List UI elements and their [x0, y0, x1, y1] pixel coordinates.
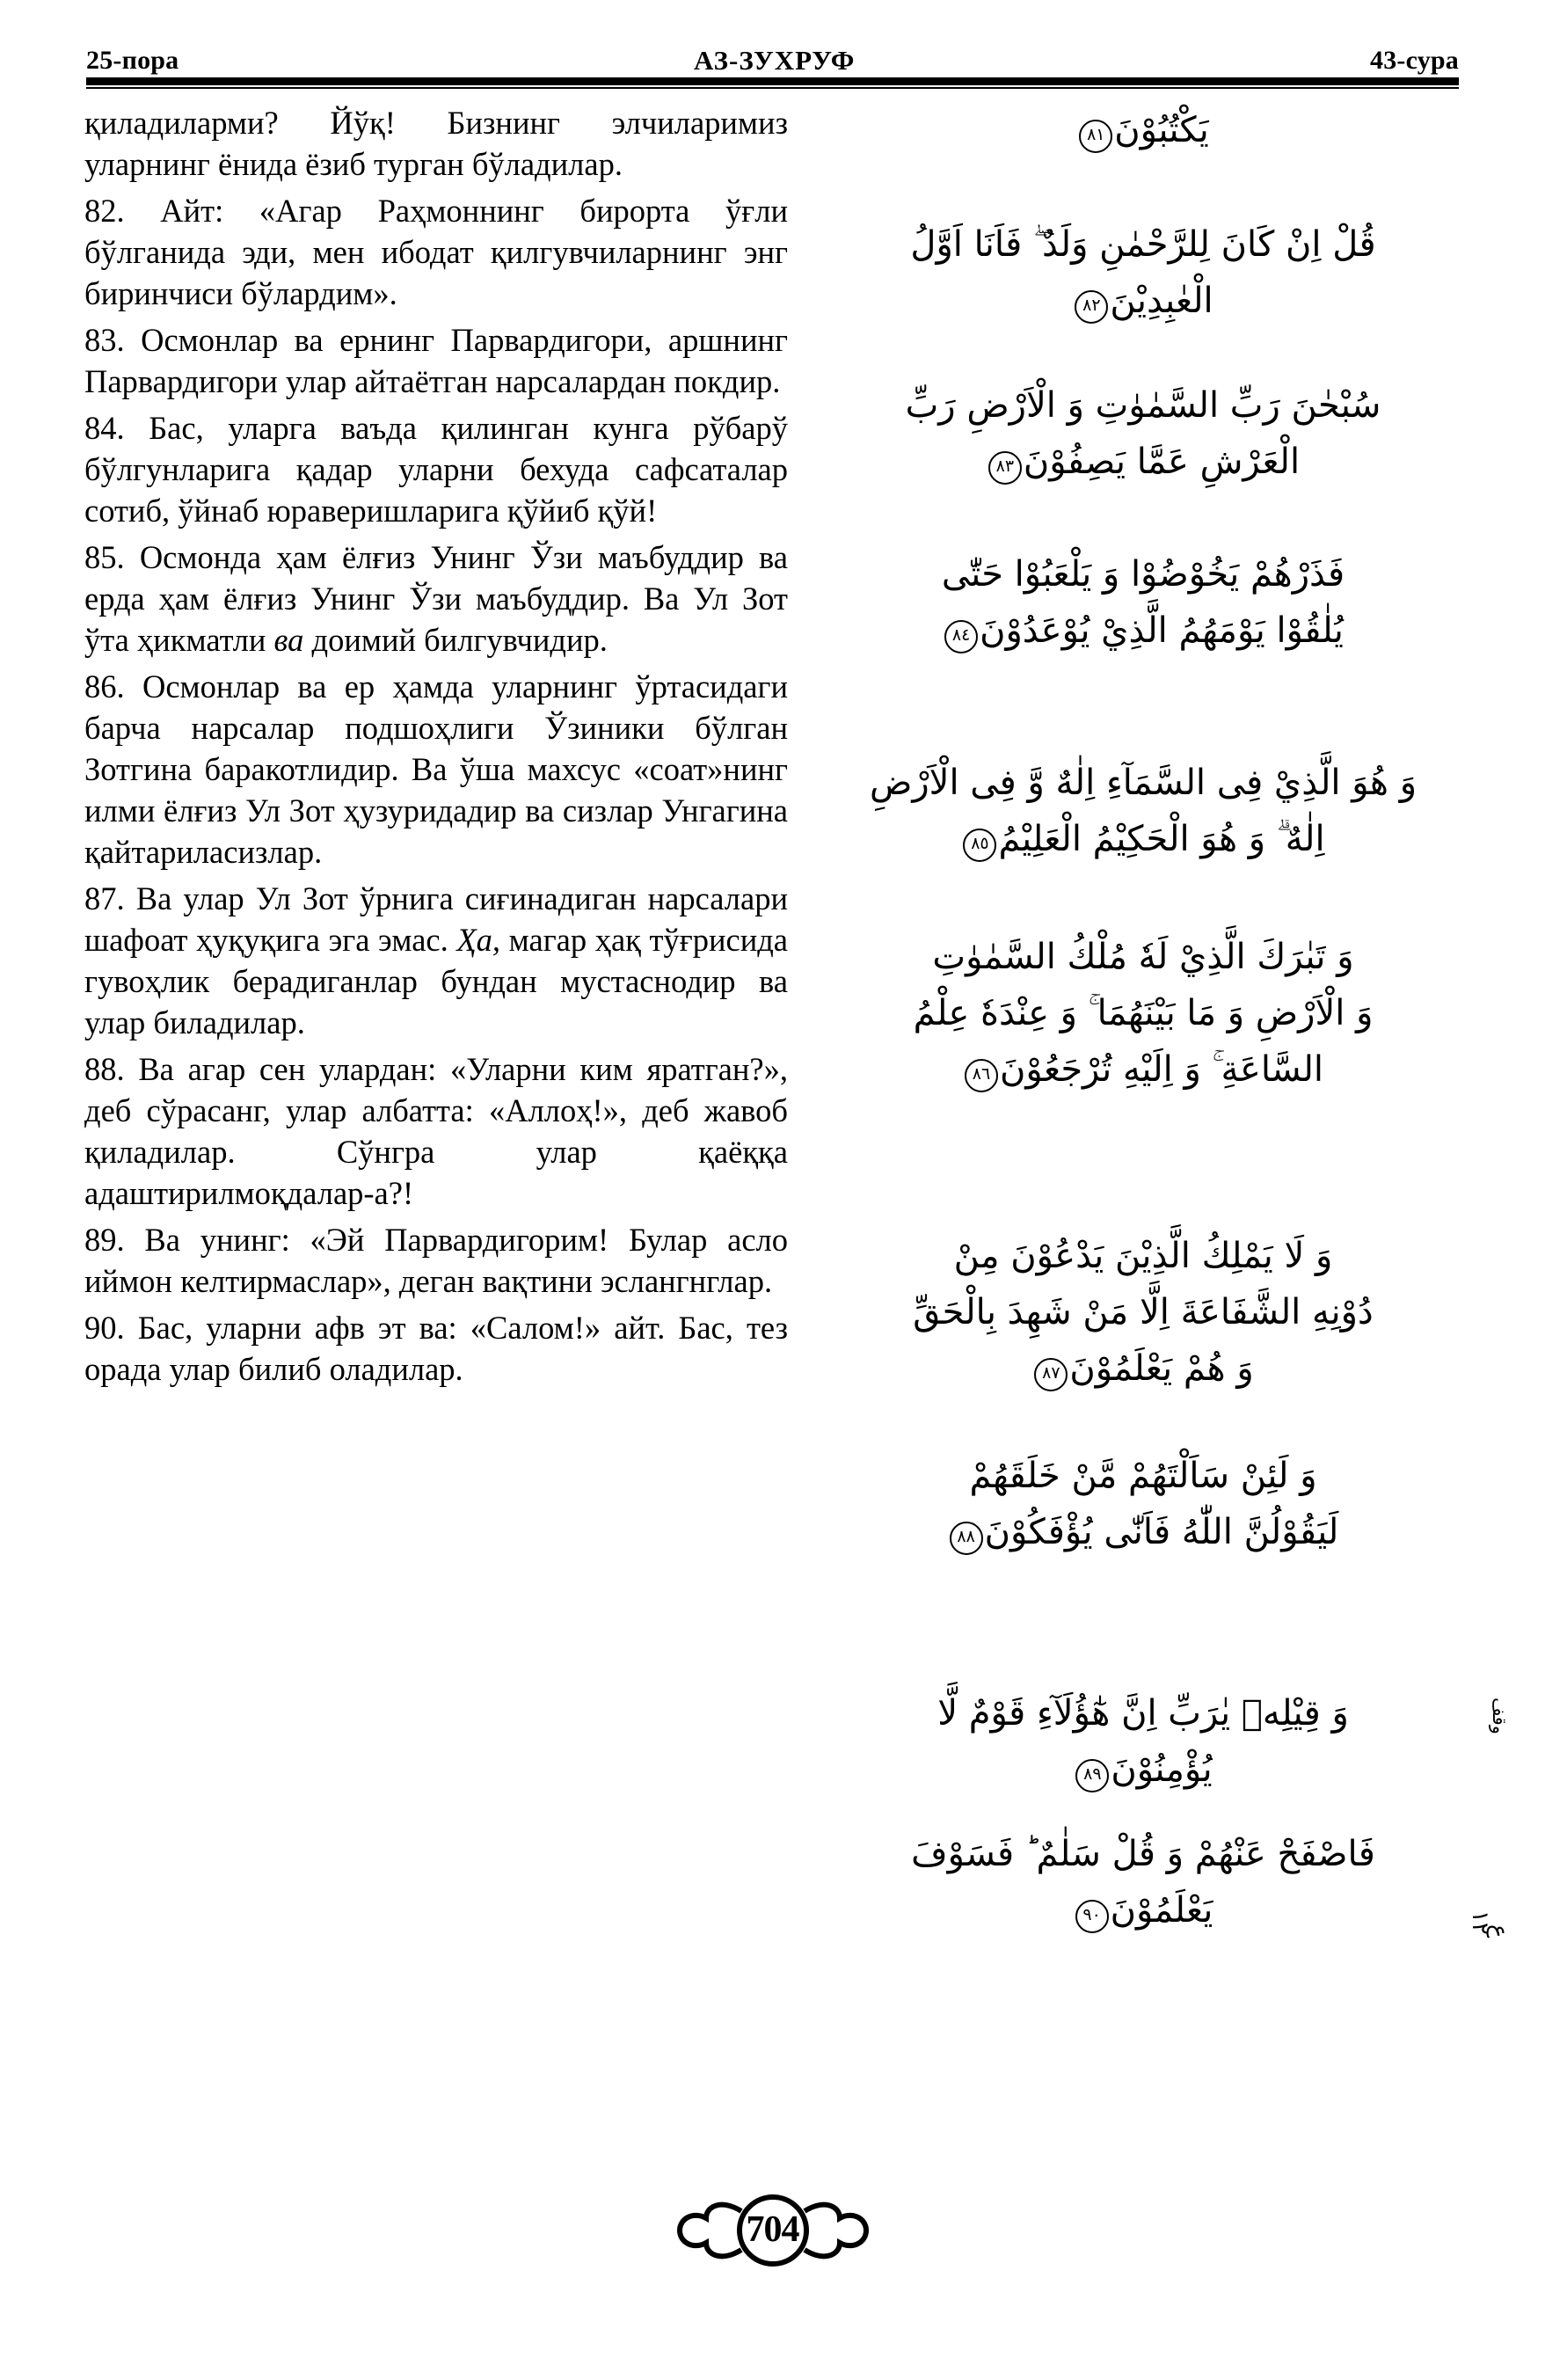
arabic-text: يُلٰقُوْا يَوْمَهُمُ الَّذِيْ يُوْعَدُوْنَ — [980, 610, 1344, 651]
arabic-line: وَ تَبٰرَكَ الَّذِيْ لَهٗ مُلْكُ السَّمٰوٰتِ — [932, 937, 1354, 977]
arabic-text: وَ هُمْ يَعْلَمُوْنَ — [1069, 1348, 1254, 1389]
arabic-line — [818, 434, 1468, 490]
arabic-line — [818, 102, 1468, 158]
arabic-line: وَ هُوَ الَّذِيْ فِى السَّمَآءِ اِلٰهٌ وَّ فِى الْاَرْضِ — [869, 763, 1417, 803]
arabic-verse-block-83 — [818, 377, 1468, 490]
header-divider-thick-rule — [86, 77, 1459, 85]
arabic-verse-block-82 — [818, 216, 1468, 329]
ayah-marker-85: ٨٥ — [963, 829, 996, 862]
header-surah-name: АЗ-ЗУХРУФ — [694, 45, 856, 76]
arabic-line — [818, 1504, 1468, 1560]
ayah-marker-84: ٨٤ — [944, 620, 978, 653]
verse-87-emphasis: Ҳа, — [456, 922, 501, 958]
header-surah-number: 43-сура — [1370, 46, 1459, 75]
page-number: 704 — [746, 2209, 799, 2250]
arabic-line: وَ لَئِنْ سَاَلْتَهُمْ مَّنْ خَلَقَهُمْ — [969, 1456, 1317, 1496]
arabic-verse-block-84 — [818, 546, 1468, 659]
verse-paragraph-81-tail: қиладиларми? Йўқ! Бизнинг элчиларимиз уларнинг ёнида ёзиб турган бўладилар. — [84, 105, 788, 182]
arabic-text: يَعْلَمُوْنَ — [1110, 1890, 1213, 1931]
uzbek-translation-column — [84, 102, 788, 1395]
arabic-verse-block-85 — [818, 755, 1468, 867]
verse-85-emphasis: ва — [273, 622, 304, 658]
verse-85-text-post: доимий билгувчидир. — [303, 622, 608, 658]
arabic-verse-block-90 — [818, 1826, 1512, 1938]
arabic-verse-block-86 — [818, 929, 1468, 1098]
arabic-line: قُلْ اِنْ كَانَ لِلرَّحْمٰنِ وَلَدٌ ۖ فَاَنَا اَوَّلُ — [910, 224, 1376, 265]
verse-paragraph-85 — [84, 537, 788, 661]
arabic-line: وَ الْاَرْضِ وَ مَا بَيْنَهُمَا ۚ وَ عِنْدَهٗ عِلْمُ — [913, 993, 1374, 1033]
page-number-ornament — [667, 2185, 878, 2276]
arabic-line — [818, 273, 1468, 329]
arabic-text: الْعٰبِدِيْنَ — [1110, 281, 1213, 321]
ayah-marker-88: ٨٨ — [950, 1522, 983, 1555]
page-footer — [0, 2178, 1545, 2283]
verse-paragraph-89: 89. Ва унинг: «Эй Парвардигорим! Булар асло иймон келтирмаслар», деган вақтини эслангнглар. — [84, 1222, 788, 1299]
verse-87-text-pre: 87. Ва улар Ул Зот ўрнига сиғинадиган нарсалари шафоат ҳуқуқига эга эмас. — [84, 880, 788, 958]
arabic-text: لَيَقُوْلُنَّ اللّٰهُ فَاَنّٰى يُؤْفَكُوْنَ — [984, 1512, 1339, 1552]
ayah-marker-81: ٨١ — [1079, 120, 1112, 153]
verse-paragraph-90: 90. Бас, уларни афв эт ва: «Салом!» айт. Бас, тез орада улар билиб оладилар. — [84, 1310, 788, 1387]
arabic-line — [818, 1041, 1468, 1098]
page-body — [0, 102, 1545, 2099]
arabic-line: وَ قِيْلِهٖ يٰرَبِّ اِنَّ هٰٓؤُلَآءِ قَوْمٌ لَّا — [937, 1693, 1349, 1734]
arabic-text: يَكْتُبُوْنَ — [1114, 110, 1209, 150]
arabic-verse-block-81 — [818, 102, 1468, 158]
arabic-line — [818, 602, 1468, 659]
ayah-marker-86: ٨٦ — [965, 1059, 998, 1092]
ayah-marker-83: ٨٣ — [988, 451, 1022, 485]
arabic-text: السَّاعَةِ ۚ وَ اِلَيْهِ تُرْجَعُوْنَ — [999, 1049, 1324, 1090]
verse-85-text-pre: 85. Осмонда ҳам ёлғиз Унинг Ўзи маъбуддир ва ерда ҳам ёлғиз Унинг Ўзи маъбуддир. Ва Ул Зот ўта ҳикматли — [84, 539, 788, 658]
arabic-line — [818, 1741, 1468, 1798]
ayah-marker-87: ٨٧ — [1034, 1358, 1068, 1391]
running-header — [86, 33, 1459, 74]
arabic-line: فَاصْفَحْ عَنْهُمْ وَ قُلْ سَلٰمٌ ؕ فَسَوْفَ — [911, 1834, 1375, 1874]
arabic-text: اِلٰهٌ ۗ وَ هُوَ الْحَكِيْمُ الْعَلِيْمُ — [998, 819, 1325, 859]
arabic-line — [818, 1882, 1468, 1938]
verse-paragraph-86: 86. Осмонлар ва ер ҳамда уларнинг ўртасидаги барча нарсалар подшоҳлиги Ўзиники бўлган Зотгина баракотлидир. Ва ўша махсус «соат»нинг илми ёлғиз Ул Зот ҳузуридадир ва сизлар Унгагина қайтариласизлар. — [84, 668, 788, 870]
ayah-marker-82: ٨٢ — [1075, 290, 1108, 324]
ayah-marker-89: ٨٩ — [1075, 1759, 1109, 1792]
arabic-verse-block-88 — [818, 1448, 1468, 1560]
verse-87-text-post: магар ҳақ тўғрисида гувоҳлик берадиганлар бундан мустаснодир ва улар биладилар. — [84, 922, 788, 1040]
verse-paragraph-88: 88. Ва агар сен улардан: «Уларни ким яратган?», деб сўрасанг, улар албатта: «Аллоҳ!», деб жавоб қиладилар. Сўнгра улар қаёққа адаштирилмоқдалар-а?! — [84, 1051, 788, 1211]
margin-waqf-mark: وقف — [1489, 1697, 1510, 1734]
arabic-text: يُؤْمِنُوْنَ — [1111, 1749, 1213, 1790]
arabic-line — [818, 1340, 1468, 1397]
header-divider-thin-rule — [86, 87, 1459, 89]
arabic-verse-block-89 — [818, 1685, 1510, 1798]
ayah-marker-90: ٩٠ — [1075, 1900, 1109, 1933]
arabic-line: دُوْنِهِ الشَّفَاعَةَ اِلَّا مَنْ شَهِدَ بِالْحَقِّ — [913, 1292, 1374, 1332]
header-divider — [86, 77, 1459, 88]
arabic-line: فَذَرْهُمْ يَخُوْضُوْا وَ يَلْعَبُوْا حَتّٰى — [941, 554, 1345, 595]
verse-paragraph-83: 83. Осмонлар ва ернинг Парвардигори, аршнинг Парвардигори улар айтаётган нарсалардан покдир. — [84, 322, 788, 399]
margin-ruku-mark: ع ١٢ — [1467, 1910, 1512, 1938]
header-juz-label: 25-пора — [86, 46, 179, 75]
arabic-text: الْعَرْشِ عَمَّا يَصِفُوْنَ — [1023, 442, 1301, 482]
arabic-line: سُبْحٰنَ رَبِّ السَّمٰوٰتِ وَ الْاَرْضِ رَبِّ — [905, 385, 1381, 426]
verse-paragraph-87 — [84, 878, 788, 1043]
arabic-line — [818, 811, 1468, 867]
arabic-line: وَ لَا يَمْلِكُ الَّذِيْنَ يَدْعُوْنَ مِنْ — [953, 1236, 1333, 1276]
verse-paragraph-82: 82. Айт: «Агар Раҳмоннинг бирорта ўғли бўлганида эди, мен ибодат қилгувчиларнинг энг биринчиси бўлардим». — [84, 193, 788, 311]
verse-paragraph-84: 84. Бас, уларга ваъда қилинган кунга рўбарў бўлгунларига қадар уларни бехуда сафсаталар сотиб, ўйнаб юраверишларига қўйиб қўй! — [84, 410, 788, 529]
arabic-verse-block-87 — [818, 1228, 1468, 1397]
